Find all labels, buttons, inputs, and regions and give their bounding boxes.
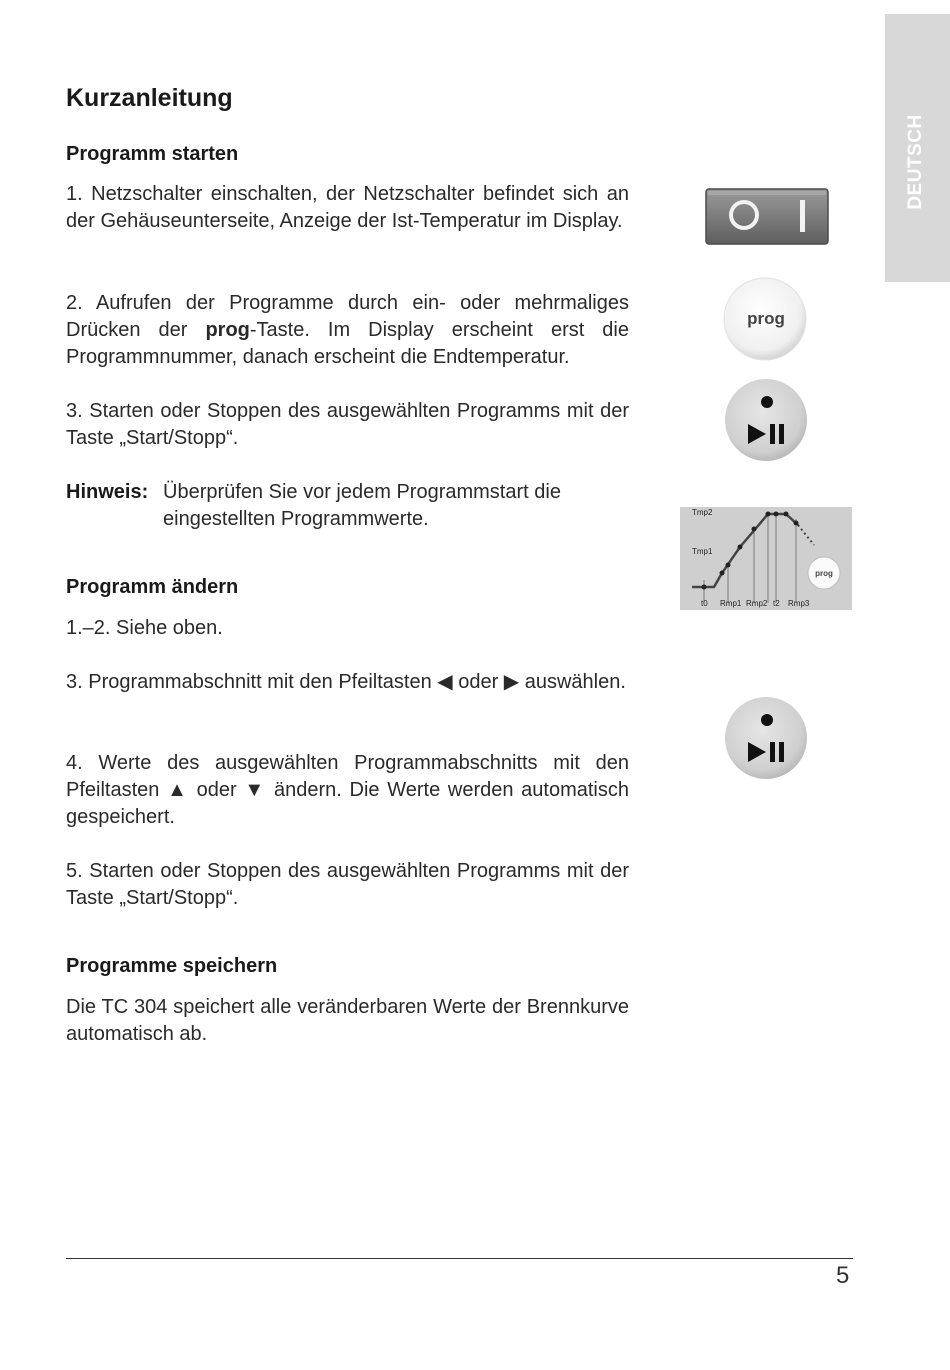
save-info: Die TC 304 speichert alle veränderbaren Werte der Brennkurve automatisch ab. (66, 996, 629, 1045)
step-select-segment: 3. Programmabschnitt mit den Pfeiltasten ◀ oder ▶ auswählen. (66, 671, 626, 693)
step-power-on: 1. Netzschalter einschalten, der Netzschalter befindet sich an der Gehäuseunterseite, Anzeige der Ist-Temperatur im Display. (66, 183, 629, 232)
step-call-program: 2. Aufrufen der Programme durch ein- oder mehrmaliges Drücken der prog-Taste. Im Display erscheint erst die Programmnummer, danach erscheint die Endtemperatur. (66, 292, 629, 368)
language-tab-label: DEUTSCH (905, 114, 926, 210)
footer-rule (66, 1258, 853, 1259)
section-heading-programme-speichern: Programme speichern (66, 955, 278, 977)
page-title: Kurzanleitung (66, 84, 233, 112)
prog-button-label: prog (747, 309, 785, 328)
curve-label-tmp2: Tmp2 (692, 508, 713, 517)
note-label: Hinweis: (66, 481, 149, 503)
curve-prog-label: prog (815, 569, 833, 578)
step-see-above: 1.–2. Siehe oben. (66, 617, 223, 639)
curve-label-tmp1: Tmp1 (692, 547, 713, 556)
start-stop-button-image-2 (724, 696, 808, 780)
curve-label-t0: t0 (701, 599, 708, 608)
on-symbol-icon (800, 200, 805, 232)
start-stop-button-image (724, 378, 808, 462)
prog-button-image (722, 276, 808, 362)
prog-key-name: prog (205, 319, 250, 341)
section-heading-programm-starten: Programm starten (66, 143, 239, 165)
section-heading-programm-aendern: Programm ändern (66, 576, 239, 598)
step-start-stop-2: 5. Starten oder Stoppen des ausgewählten Programms mit der Taste „Start/Stopp“. (66, 860, 629, 909)
firing-curve-image (680, 507, 852, 610)
record-dot-icon (761, 714, 773, 726)
step-change-values: 4. Werte des ausgewählten Programmabschnitts mit den Pfeiltasten ▲ oder ▼ ändern. Die Werte werden automatisch gespeichert. (66, 752, 629, 828)
curve-label-rmp1: Rmp1 (720, 599, 742, 608)
page-number: 5 (836, 1262, 850, 1289)
note-text: Überprüfen Sie vor jedem Programmstart die eingestellten Programmwerte. (163, 481, 561, 530)
curve-label-t2: t2 (773, 599, 780, 608)
curve-label-rmp3: Rmp3 (788, 599, 810, 608)
step-start-stop: 3. Starten oder Stoppen des ausgewählten Programms mit der Taste „Start/Stopp“. (66, 400, 629, 449)
curve-label-rmp2: Rmp2 (746, 599, 768, 608)
language-tab (885, 14, 950, 282)
record-dot-icon (761, 396, 773, 408)
power-switch-image (705, 188, 829, 246)
